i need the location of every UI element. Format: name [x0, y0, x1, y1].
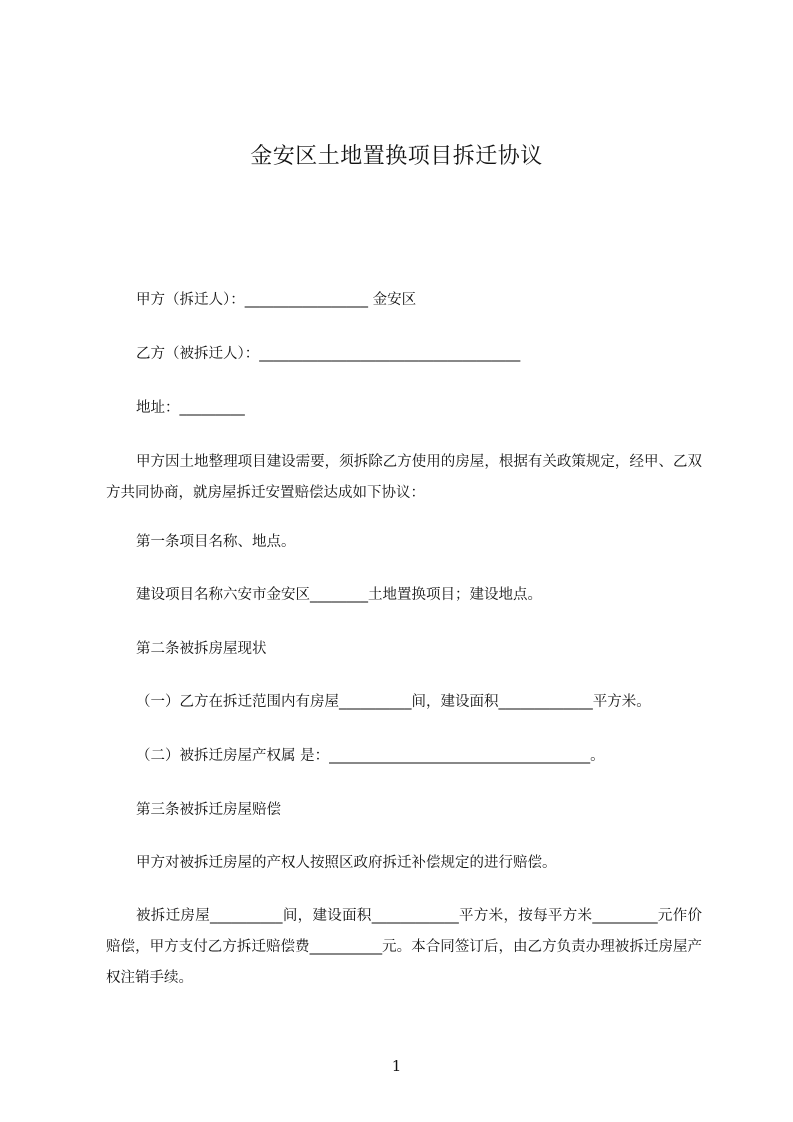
address-line: 地址：_________ — [136, 400, 245, 416]
article-1-text: 建设项目名称六安市金安区________土地置换项目；建设地点。 — [136, 587, 542, 603]
page-number: 1 — [391, 1057, 402, 1075]
article-3-heading: 第三条被拆迁房屋赔偿 — [136, 802, 281, 818]
article-3-detail: 被拆迁房屋__________间，建设面积____________平方米，按每平方米_________元作价赔偿，甲方支付乙方拆迁赔偿费__________元。本合同签订后，由乙方负责办理被拆迁房屋产权注销手续。 — [106, 908, 702, 986]
article-1-heading: 第一条项目名称、地点。 — [136, 534, 296, 550]
article-2-item-2: （二）被拆迁房屋产权属 是：____________________________________。 — [136, 748, 605, 764]
article-2-heading: 第二条被拆房屋现状 — [136, 641, 267, 657]
intro-paragraph: 甲方因土地整理项目建设需要，须拆除乙方使用的房屋，根据有关政策规定，经甲、乙双方共同协商，就房屋拆迁安置赔偿达成如下协议： — [106, 454, 702, 501]
article-2-item-1: （一）乙方在拆迁范围内有房屋__________间，建设面积_____________平方米。 — [136, 694, 651, 710]
party-b-line: 乙方（被拆迁人）：____________________________________ — [136, 346, 521, 362]
document-title: 金安区土地置换项目拆迁协议 — [250, 144, 543, 169]
party-a-line: 甲方（拆迁人）：_________________ 金安区 — [136, 292, 417, 308]
article-3-text: 甲方对被拆迁房屋的产权人按照区政府拆迁补偿规定的进行赔偿。 — [136, 855, 557, 871]
